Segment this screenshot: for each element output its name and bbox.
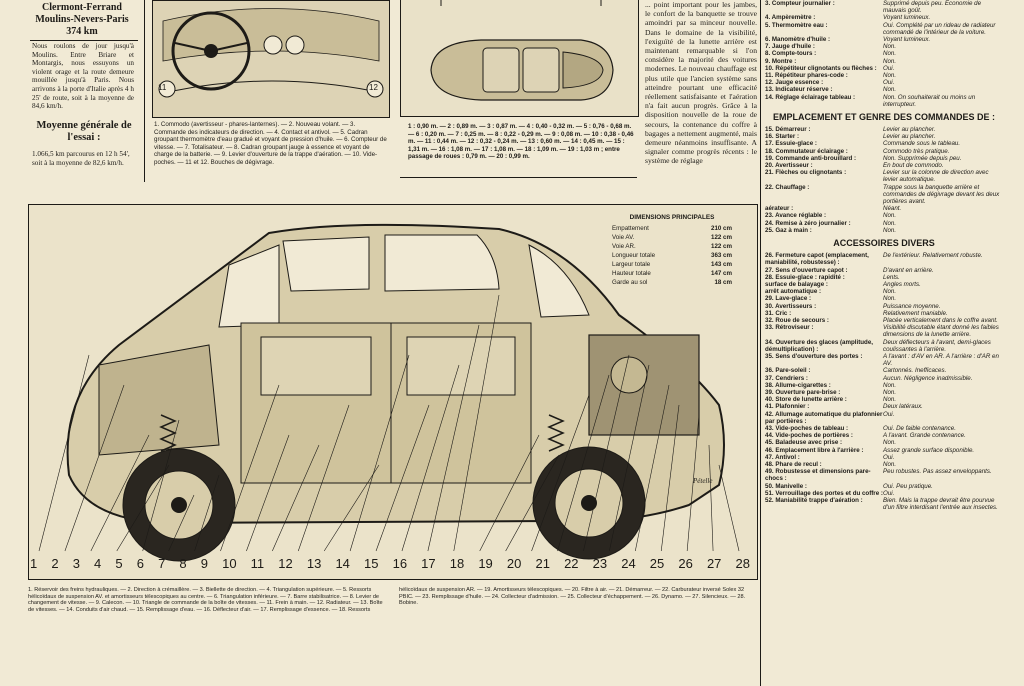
instrument-value: Oui. — [883, 64, 895, 72]
instrument-value: Oui. Complété par un rideau de radiateur commandé de l'intérieur de la voiture. — [883, 21, 996, 36]
leader-line — [635, 385, 669, 551]
control-value: Non. Supprimée depuis peu. — [883, 154, 962, 162]
control-row — [765, 148, 1003, 155]
control-label: 25. Gaz à main : — [765, 226, 812, 234]
accessory-value: Non. — [883, 388, 897, 396]
accessory-label: 44. Vide-poches de portières : — [765, 432, 853, 440]
accessory-row — [765, 403, 1003, 410]
dimensions-table — [612, 213, 732, 287]
callout-number: 23 — [592, 556, 608, 571]
plan-drawing — [401, 0, 638, 116]
accessory-row — [765, 497, 1003, 511]
instrument-label: 4. Ampèremètre : — [765, 14, 816, 22]
callout-numbers — [30, 556, 750, 571]
instrument-value: Voyant lumineux. — [883, 36, 931, 44]
instrument-value: Non. — [883, 86, 897, 94]
control-label: 19. Commande anti-brouillard : — [765, 154, 857, 162]
sidebar-title: Clermont-Ferrand Moulins-Nevers-Paris 374 km — [35, 2, 129, 37]
callout-number: 21 — [535, 556, 550, 571]
control-label: 18. Commutateur éclairage : — [765, 147, 848, 155]
accessory-label: 39. Ouverture pare-brise : — [765, 388, 841, 396]
instrument-row — [765, 22, 1003, 36]
control-value: Levier au plancher. — [883, 126, 936, 134]
accessory-row — [765, 447, 1003, 454]
accessory-label: 33. Rétroviseur : — [765, 324, 814, 332]
callout-number: 26 — [678, 556, 693, 571]
dimension-value: 18 cm — [714, 279, 732, 286]
accessory-value: Oui. — [883, 489, 895, 497]
instrument-label: 11. Répétiteur phares-code : — [765, 72, 848, 80]
divider — [400, 177, 637, 178]
instrument-row — [765, 58, 1003, 65]
accessory-value: Oui. Peu pratique. — [883, 482, 933, 490]
leader-line — [428, 325, 479, 551]
dimension-row — [612, 269, 732, 278]
accessory-value: Relativement maniable. — [883, 309, 948, 317]
callout-number: 10 — [222, 556, 237, 571]
accessory-value: Non. — [883, 381, 897, 389]
accessory-value: Non. — [883, 396, 897, 404]
accessory-label: 45. Baladeuse avec prise : — [765, 439, 843, 447]
instrument-row — [765, 79, 1003, 86]
control-row — [765, 155, 1003, 162]
column-divider — [144, 0, 145, 182]
leader-line — [246, 435, 289, 551]
instrument-row — [765, 86, 1003, 93]
accessory-value: Bien. Mais la trappe devrait être pourvue d'un filtre interdisant l'entrée aux insectes. — [883, 497, 998, 512]
leader-line — [376, 405, 429, 551]
callout-number: 22 — [564, 556, 579, 571]
leader-line — [709, 445, 713, 551]
accessory-row — [765, 375, 1003, 382]
accessory-label: 47. Antivol : — [765, 453, 800, 461]
leader-line — [143, 420, 179, 551]
accessory-label: 38. Allume-cigarettes : — [765, 381, 831, 389]
instrument-label: 9. Montre : — [765, 57, 797, 65]
leader-line — [350, 355, 409, 551]
control-label: 22. Chauffage : — [765, 183, 810, 191]
accessory-label: 46. Emplacement libre à l'arrière : — [765, 446, 864, 454]
accessory-value: Peu robustes. Pas assez enveloppants. — [883, 468, 992, 476]
control-value: Non. — [883, 212, 897, 220]
accessory-value: Oui. — [883, 453, 895, 461]
accessory-row — [765, 382, 1003, 389]
dimension-label: Voie AR. — [612, 243, 636, 250]
leader-line — [661, 405, 679, 551]
leader-line — [117, 465, 169, 551]
dimension-label: Longueur totale — [612, 252, 656, 259]
dimension-label: Largeur totale — [612, 261, 651, 268]
control-row — [765, 162, 1003, 169]
control-label: 21. Flèches ou clignotants : — [765, 169, 847, 177]
callout-number: 12 — [278, 556, 293, 571]
accessory-row — [765, 389, 1003, 396]
instrument-value: Non. — [883, 57, 897, 65]
leader-line — [91, 435, 149, 551]
accessory-row — [765, 339, 1003, 353]
leader-line — [65, 385, 124, 551]
accessory-label: 48. Phare de recul : — [765, 460, 822, 468]
accessory-value: Non. — [883, 288, 897, 296]
accessory-label: 27. Sens d'ouverture capot : — [765, 266, 848, 274]
artist-signature: Pételle — [693, 477, 713, 485]
callout-number: 16 — [392, 556, 408, 571]
instrument-value: Supprimé depuis peu. Economie de mauvais goût. — [883, 0, 982, 15]
callout-number: 28 — [735, 556, 750, 571]
instrument-label: 14. Réglage éclairage tableau : — [765, 93, 856, 101]
instrument-label: 13. Indicateur réserve : — [765, 86, 833, 94]
instrument-value: Non. — [883, 43, 897, 51]
dimension-row — [612, 233, 732, 242]
instrument-label: 12. Jauge essence : — [765, 79, 824, 87]
accessory-value: D'avant en arrière. — [883, 266, 934, 274]
callout-number: 2 — [51, 556, 59, 571]
callout-number: 6 — [136, 556, 144, 571]
dimension-value: 147 cm — [711, 270, 732, 277]
dashboard-drawing — [153, 1, 389, 117]
leader-line — [506, 455, 559, 551]
accessory-label: 49. Robustesse et dimensions pare-chocs : — [765, 468, 871, 483]
leader-line — [480, 435, 539, 551]
leader-line — [39, 355, 89, 551]
instrument-label: 6. Manomètre d'huile : — [765, 36, 831, 44]
accessory-value: Puissance moyenne. — [883, 302, 941, 310]
dimensions-rows — [612, 224, 732, 287]
control-row — [765, 184, 1003, 206]
dimension-label: Garde au sol — [612, 279, 648, 286]
accessory-row — [765, 324, 1003, 338]
leader-line — [558, 375, 609, 551]
dimension-row — [612, 278, 732, 287]
average-title: Moyenne générale de l'essai : — [36, 120, 132, 143]
instrument-row — [765, 36, 1003, 43]
accessory-value: Non. — [883, 439, 897, 447]
accessory-row — [765, 310, 1003, 317]
dimension-value: 210 cm — [711, 225, 732, 232]
accessory-value: Angles morts. — [883, 280, 921, 288]
callout-number: 17 — [421, 556, 436, 571]
control-label: 23. Avance réglable : — [765, 212, 827, 220]
dimension-label: Hauteur totale — [612, 270, 651, 277]
sidebar-body: Nous roulons de jour jusqu'à Moulins. Entre Briare et Montargis, nous essuyons un violent orage et la route demeure mouillée jusqu'à Paris. Nous arrivons à la porte d'Italie après 4 h 25' de route, soit à la moyenne de 84,6 km/h. — [32, 42, 134, 111]
accessory-row — [765, 317, 1003, 324]
control-value: Trappe sous la banquette arrière et commandes de dégivrage devant les deux portières avant. — [883, 183, 1000, 206]
dimension-value: 122 cm — [711, 234, 732, 241]
leader-line — [324, 465, 379, 551]
accessory-row — [765, 490, 1003, 497]
accessory-row — [765, 425, 1003, 432]
callout-number: 20 — [506, 556, 522, 571]
control-row — [765, 220, 1003, 227]
accessory-value: Assez grande surface disponible. — [883, 446, 975, 454]
instrument-label: 5. Thermomètre eau : — [765, 21, 828, 29]
control-row — [765, 169, 1003, 183]
callout-number: 18 — [449, 556, 465, 571]
section-heading-controls: EMPLACEMENT ET GENRE DES COMMANDES DE : — [772, 112, 995, 123]
accessory-label: 32. Roue de secours : — [765, 316, 829, 324]
control-value: Commande sous le tableau. — [883, 140, 961, 148]
plan-illustration — [400, 0, 639, 117]
callout-number: 27 — [706, 556, 722, 571]
leader-line — [169, 495, 194, 551]
control-row — [765, 212, 1003, 219]
callout-number: 3 — [72, 556, 80, 571]
accessory-label: 52. Maniabilité trappe d'aération : — [765, 497, 863, 504]
control-label: 16. Starter : — [765, 133, 800, 141]
control-label: 17. Essuie-glace : — [765, 140, 817, 148]
accessory-value: De l'extérieur. Relativement robuste. — [883, 252, 983, 260]
accessory-value: Deux latéraux. — [883, 403, 923, 411]
dimension-value: 143 cm — [711, 261, 732, 268]
callout-12: 12 — [369, 83, 378, 92]
callout-number: 11 — [250, 556, 265, 571]
instrument-value: Voyant lumineux. — [883, 14, 931, 22]
column-divider — [760, 0, 761, 686]
accessory-label: 41. Plafonnier : — [765, 403, 810, 411]
callout-number: 13 — [306, 556, 322, 571]
accessory-value: A l'avant : d'AV en AR. A l'arrière : d'AR en AV. — [883, 352, 999, 368]
instrument-row — [765, 43, 1003, 50]
accessory-value: Non. — [883, 460, 897, 468]
control-value: Commodo très pratique. — [883, 147, 950, 155]
accessory-row — [765, 454, 1003, 461]
equipment-list — [765, 0, 1003, 511]
instruments-list — [765, 0, 1003, 108]
accessory-label: 26. Fermeture capot (emplacement, maniabilité, robustesse) : — [765, 252, 869, 267]
accessory-row — [765, 468, 1003, 482]
control-row — [765, 133, 1003, 140]
instrument-row — [765, 65, 1003, 72]
callout-number: 24 — [621, 556, 636, 571]
accessory-row — [765, 411, 1003, 425]
accessory-value: Oui. — [883, 410, 895, 418]
accessory-label: 43. Vide-poches de tableau : — [765, 424, 849, 432]
dimension-row — [612, 224, 732, 233]
callout-number: 4 — [94, 556, 102, 571]
accessory-row — [765, 267, 1003, 274]
control-value: Levier au plancher. — [883, 133, 936, 141]
accessory-value: Non. — [883, 295, 897, 303]
instrument-label: 8. Compte-tours : — [765, 50, 817, 58]
accessory-label: 37. Cendriers : — [765, 374, 808, 382]
accessory-row — [765, 281, 1003, 288]
accessory-label: 35. Sens d'ouverture des portes : — [765, 352, 863, 360]
leader-line — [195, 475, 219, 551]
control-label: 15. Démarreur : — [765, 126, 811, 134]
control-value: Non. — [883, 226, 897, 234]
instrument-value: Non. — [883, 50, 897, 58]
control-value: Levier sur la colonne de direction avec levier automatique. — [883, 169, 989, 184]
plan-caption: 1 : 0,90 m. — 2 : 0,89 m. — 3 : 0,87 m. — 4 : 0,40 - 0,32 m. — 5 : 0,76 - 0,68 m. — 6 : 0,20 m. — 7 : 0,25 m. — 8 : 0,22 - 0,29 m. — 9 : 0,08 m. — 10 : 0,38 - 0,46 m. — 11 : 0,44 m. — 12 : 0,32 - 0,24 m. — 13 : 0,60 m. — 14 : 0,45 m. — 15 : 1,31 m. — 16 : 1,08 m. — 17 : 1,08 m. — 18 : 1,09 m. — 19 : 1,03 m ; entre passage de roues : 0,79 m. — 20 : 0,99 m. — [408, 123, 634, 161]
accessories-list — [765, 252, 1003, 511]
callout-number: 5 — [115, 556, 123, 571]
callout-11: 11 — [158, 83, 167, 92]
instrument-label: 3. Compteur journalier : — [765, 0, 835, 7]
control-row — [765, 126, 1003, 133]
accessory-row — [765, 252, 1003, 266]
callout-number: 7 — [158, 556, 166, 571]
accessory-label: 36. Pare-soleil : — [765, 367, 811, 375]
callout-number: 8 — [179, 556, 187, 571]
control-label: 20. Avertisseur : — [765, 162, 813, 170]
accessory-label: 31. Cric : — [765, 309, 792, 317]
accessory-label: 50. Manivelle : — [765, 482, 807, 490]
dimension-row — [612, 251, 732, 260]
instrument-row — [765, 0, 1003, 14]
instrument-label: 7. Jauge d'huile : — [765, 43, 815, 51]
accessory-label: 42. Allumage automatique du plafonnier par portières : — [765, 410, 883, 425]
accessory-label: 51. Verrouillage des portes et du coffre : — [765, 489, 883, 497]
accessory-value: Aucun. Négligence inadmissible. — [883, 374, 973, 382]
control-value: En bout de commodo. — [883, 162, 944, 170]
control-label: aérateur : — [765, 205, 794, 213]
leader-line — [220, 385, 279, 551]
accessory-row — [765, 461, 1003, 468]
accessory-row — [765, 303, 1003, 310]
accessory-label: 29. Lave-glace : — [765, 295, 812, 303]
accessory-row — [765, 274, 1003, 281]
dimension-value: 363 cm — [711, 252, 732, 259]
instrument-row — [765, 94, 1003, 108]
accessory-value: Placée verticalement dans le coffre avant. — [883, 316, 998, 324]
instrument-value: Oui. — [883, 79, 895, 87]
control-row — [765, 227, 1003, 234]
section-heading-accessories: ACCESSOIRES DIVERS — [833, 238, 935, 249]
leader-line — [609, 365, 649, 551]
instrument-row — [765, 72, 1003, 79]
accessory-row — [765, 396, 1003, 403]
accessory-label: 34. Ouverture des glaces (amplitude, démultiplication) : — [765, 338, 873, 353]
accessory-label: 30. Avertisseurs : — [765, 302, 817, 310]
callout-number: 1 — [30, 556, 38, 571]
dimension-row — [612, 242, 732, 251]
dimensions-heading: DIMENSIONS PRINCIPALES — [629, 214, 715, 221]
control-row — [765, 205, 1003, 212]
accessory-row — [765, 295, 1003, 302]
accessory-row — [765, 288, 1003, 295]
instrument-value: Non. — [883, 72, 897, 80]
callout-number: 9 — [200, 556, 208, 571]
accessory-value: A l'avant. Grande contenance. — [883, 432, 966, 440]
accessory-label: 28. Essuie-glace : rapidité : — [765, 273, 845, 281]
callout-number: 14 — [335, 556, 350, 571]
dimension-label: Empattement — [612, 225, 649, 232]
controls-list — [765, 126, 1003, 234]
accessory-row — [765, 483, 1003, 490]
accessory-value: Cartonnés. Inefficaces. — [883, 367, 947, 375]
control-row — [765, 140, 1003, 147]
accessory-label: surface de balayage : — [765, 280, 828, 288]
callout-number: 15 — [364, 556, 379, 571]
leader-line — [719, 465, 739, 551]
control-value: Néant. — [883, 205, 902, 213]
accessory-value: Lents. — [883, 273, 900, 281]
accessory-label: arrêt automatique : — [765, 288, 822, 296]
dashboard-caption: 1. Commodo (avertisseur - phares-lanternes). — 2. Nouveau volant. — 3. Commande des indicateurs de direction. — 4. Contact et antivol. — 5. Cadran groupant thermomètre d'eau gradué et voyant de pression d'huile. — 6. Compteur de vitesse. — 7. Totalisateur. — 8. Cadran groupant jauge à essence et voyant de charge de la batterie. — 9. Levier d'ouverture de la trappe d'aération. — 10. Vide-poches. — 11 et 12. Bouches de dégivrage. — [154, 121, 387, 166]
control-value: Non. — [883, 219, 897, 227]
leader-line — [298, 405, 349, 551]
accessory-row — [765, 353, 1003, 367]
accessory-value: Deux déflecteurs à l'avant, demi-glaces coulissantes à l'arrière. — [883, 338, 991, 353]
instrument-row — [765, 50, 1003, 57]
leader-line — [402, 365, 459, 551]
accessory-value: Visibilité discutable étant donné les faibles dimensions de la lunette arrière. — [883, 324, 999, 339]
accessory-row — [765, 439, 1003, 446]
instrument-value: Non. On souhaiterait ou moins un interrupteur. — [883, 93, 976, 108]
instrument-label: 10. Répétiteur clignotants ou flèches : — [765, 64, 877, 72]
dashboard-illustration — [152, 0, 390, 118]
divider — [30, 40, 138, 41]
instrument-row — [765, 14, 1003, 21]
callout-number: 25 — [649, 556, 665, 571]
leader-line — [454, 295, 499, 551]
dimension-value: 122 cm — [711, 243, 732, 250]
dimension-label: Voie AV. — [612, 234, 635, 241]
control-label: 24. Remise à zéro journalier : — [765, 219, 851, 227]
article-text: ... point important pour les jambes, le confort de la banquette se trouve amoindri par sa minceur nouvelle. Dans le domaine de la visibilité, l'exiguïté de la lunette arrière est maintenant remarquable si l'on considère la majorité des voitures modernes. Le nouveau chauffage est plus utile que l'ancien système sans atteindre pourtant une efficacité réellement satisfaisante et l'aération n'a fait aucun progrès. Grâce à la disposition nouvelle de la roue de secours, la contenance du coffre à bagages a nettement augmenté, mais demeure néanmoins insuffisante. A signaler comme progrès récents : le système de réglage — [645, 0, 757, 166]
accessory-value: Oui. De faible contenance. — [883, 424, 956, 432]
accessory-row — [765, 432, 1003, 439]
average-body: 1.066,5 km parcourus en 12 h 54', soit à la moyenne de 82,6 km/h. — [32, 150, 130, 167]
callout-number: 19 — [478, 556, 493, 571]
accessory-label: 40. Store de lunette arrière : — [765, 396, 847, 404]
accessory-row — [765, 367, 1003, 374]
dimension-row — [612, 260, 732, 269]
cutaway-legend: 1. Réservoir des freins hydrauliques. — 2. Direction à crémaillère. — 3. Biellette de direction. — 4. Triangulation supérieure. — 5. Ressorts hélicoïdaux de suspension AV. et amortisseurs télescopiques au centre. — 6. Triangulation inférieure. — 7. Barre stabilisatrice. — 8. Levier de changement de vitesse. — 9. Calecon. — 10. Triangle de commande de la boîte de vitesses. — 11. Frein à main. — 12. Radiateur. — 13. Boîte de vitesses. — 14. Conduits d'air chaud. — 15. Remplissage d'eau. — 16. Déflecteur d'air. — 17. Remplissage d'essence. — 18. Ressorts hélicoïdaux de suspension AR. — 19. Amortisseurs télescopiques. — 20. Filtre à air. — 21. Démarreur. — 22. Carburateur inversé Solex 32 PBIC. — 23. Remplissage d'huile. — 24. Collecteur d'admission. — 25. Collecteur d'échappement. — 26. Dynamo. — 27. Silencieux. — 28. Bobine. — [28, 587, 746, 613]
